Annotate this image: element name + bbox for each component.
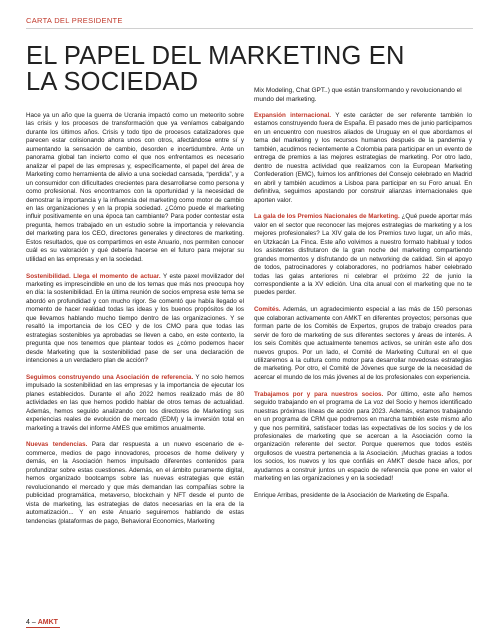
paragraph-lead: Nuevas tendencias. xyxy=(26,441,88,449)
header-divider xyxy=(26,28,473,29)
intro-continuation: Mix Modeling, Chat GPT..) que están transformando y revolucionando el mundo del marketing. xyxy=(254,87,462,104)
paragraph-lead: Comités. xyxy=(254,306,281,314)
paragraph xyxy=(254,112,472,205)
paragraph-lead: Trabajamos por y para nuestros socios. xyxy=(254,390,384,398)
paragraph xyxy=(26,112,244,264)
title-line-2: LA SOCIEDAD xyxy=(26,68,199,96)
paragraph xyxy=(254,306,472,382)
page-number: 4 xyxy=(26,619,30,626)
footer-underline xyxy=(26,627,60,628)
paragraph xyxy=(254,213,472,298)
paragraph xyxy=(254,391,472,484)
paragraph-text: Para dar respuesta a un nuevo escenario de e-commerce, medios de pago innovadores, procesos de home delivery y demás, en la Asociación hemos impulsado diferentes contenidos para profundizar sobre estas cuestiones. Además, en el ámbito puramente digital, hemos organizado bootcamps sobre las nuevas estrategias que están revolucionando el mercado y que más demandan las compañías sobre la publicidad programática, metaverso, blockchain y NFT desde el punto de vista de marketing, las estrategias de datos necesarias en la era de la automatización... Y en este Anuario seguiremos hablando de estas tendencias (plataformas de pago, Behavioral Economics, Marketing xyxy=(26,441,245,525)
left-column xyxy=(26,112,244,534)
paragraph-text: Y este paxel movilizador del marketing es imprescindible en uno de los temas que más nos preocupa hoy en día: la sostenibilidad. En la última reunión de socios empresa este tema se abordó en profundidad y con mucho rigor. Se comentó que había llegado el momento de hacer realidad todas las ideas y los buenos propósitos de los que llevamos hablando mucho tiempo dentro de las organizaciones. Y se resaltó la importancia de los CEO y de los CMO para que todas las estrategias sostenibles ya aprobadas se lleven a cabo, en este contexto, la pregunta que nos tenemos que plantear todos es ¿cómo podemos hacer desde Marketing que la sostenibilidad pase de ser una declaración de intenciones a un verdadero plan de acción? xyxy=(26,272,244,365)
paragraph-lead: La gala de los Premios Nacionales de Marketing. xyxy=(254,213,400,221)
paragraph xyxy=(26,374,244,433)
paragraph xyxy=(26,273,244,366)
paragraph-text: Además, un agradecimiento especial a las más de 150 personas que colaboran activamente con AMKT en diferentes proyectos; personas que forman parte de los Comités de Expertos, grupos de trabajo creados para servir de foro de marketing de sus diferentes sectores y áreas de interés. A los seis Comités que actualmente tenemos activos, se unirán este año dos nuevos grupos. Por un lado, el Comité de Marketing Cultural en el que utilizaremos a la cultura como motor para desarrollar novedosas estrategias de marketing. Por otro, el Comité de Jóvenes que surge de la necesidad de acercar el mundo de los más jóvenes al de los profesionales con experiencia. xyxy=(254,306,472,381)
paragraph xyxy=(26,441,244,526)
paragraph-lead: Sostenibilidad. Llega el momento de actuar. xyxy=(26,272,161,280)
paragraph-lead: Seguimos construyendo una Asociación de referencia. xyxy=(26,373,194,381)
signature: Enrique Arribas, presidente de la Asociación de Marketing de España. xyxy=(254,492,449,500)
page-footer xyxy=(26,619,58,626)
paragraph-lead: Expansión internacional. xyxy=(254,112,332,119)
right-column xyxy=(254,112,472,509)
paragraph-text: ¿Qué puede aportar más valor en el sector que reconocer las mejores estrategias de marketing y a los mejores profesionales? La XIV gala de los Premios tuvo lugar, un año más, en Utzkacán La Finca. Este año volvimos a nuestro formato habitual y todos los asistentes disfrutaron de la gran noche del marketing compartiendo grandes momentos y disfrutando de un networking de calidad. Sin el apoyo de todos, patrocinadores y colaboradores, no podríamos haber celebrado todas las galas anteriores ni celebrar el próximo 22 de junio la correspondiente a la XV edición. Una cita anual con el marketing que no te puedes perder. xyxy=(254,213,472,297)
section-label: CARTA DEL PRESIDENTE xyxy=(26,16,123,25)
footer-separator: – xyxy=(29,619,38,626)
paragraph-text: Y no solo hemos impulsado la sostenibilidad en las empresas y la importancia de ejecutar los planes establecidos. Durante el año 2022 hemos realizado más de 80 actividades en las que hemos podido hablar de otros temas de actualidad. Además, hemos seguido analizando con los directores de Marketing sus experiencias reales de evolución de mercado (EDM) y la inversión total en marketing a través del informe AMES que emitimos anualmente. xyxy=(26,373,244,432)
footer-brand: AMKT xyxy=(37,619,58,626)
paragraph-text: Hace ya un año que la guerra de Ucrania impactó como un meteorito sobre las crisis y los procesos de transformación que ya veníamos cabalgando durante los últimos años. Crisis y todo tipo de procesos catalizadores que parecen estar colisionando ahora unos con otros, afectándose entre sí y aumentando la sensación de cambio, desorden e incertidumbre. Ante un panorama global tan incierto como el que nos enfrentamos es necesario analizar el papel de las empresas y, específicamente, el papel del área de Marketing como herramienta de alivio a una sociedad cansada, “perdida”, y a un consumidor con dificultades crecientes para desarrollarse como persona y como profesional. Nos encontramos con la oportunidad y la necesidad de demostrar la importancia y la influencia del marketing como motor de cambio en las organizaciones y en la propia sociedad. ¿Cómo puede el marketing influir positivamente en una época tan cambiante? Para poder contestar esta pregunta, hemos trabajado en un estudio sobre la importancia y relevancia del marketing para los CEO, directores generales y directores de marketing. Estos resultados, que os compartimos en este Anuario, nos permiten conocer cuál es su valoración y qué debería hacerse en el futuro para mejorar su utilidad en las empresas y en la sociedad. xyxy=(26,112,244,263)
paragraph-text: Y este carácter de ser referente también lo estamos construyendo fuera de España. El pasado mes de junio participamos en un encuentro con nuestros aliados de Uruguay en el que abordamos el tema del marketing y los recursos humanos después de la pandemia y también, acudimos recientemente a Colombia para participar en un evento de entrega de premios a las mejores estrategias de marketing. Por otro lado, dentro de nuestra actividad que realizamos con la European Marketing Confederation (EMC), fuimos los anfitriones del Consejo celebrado en Madrid en abril y también acudimos a Lisboa para participar en su Foro anual. En definitiva, seguimos apostando por construir alianzas internacionales que aporten valor. xyxy=(254,112,473,204)
title-line-1: EL PAPEL DEL MARKETING EN xyxy=(26,42,405,70)
paragraph-text: Por último, este año hemos seguido trabajando en el programa de La voz del Socio y hemos identificado nuestras próximas líneas de acción para 2023. Además, estamos trabajando en un programa de CRM que podremos en marcha también este mismo año y que nos permitirá, satisfacer todas las expectativas de los socios y de los profesionales de marketing que se acercan a la Asociación como la organización referente del sector. Porque queremos que todos estéis orgullosos de vuestra pertenencia a la Asociación. ¡Muchas gracias a todos los socios, los nuevos y los que confiáis en AMKT desde hace años, por ayudarnos a construir juntos un espacio de referencia que pone en valor el marketing en las organizaciones y en la sociedad! xyxy=(254,390,473,483)
